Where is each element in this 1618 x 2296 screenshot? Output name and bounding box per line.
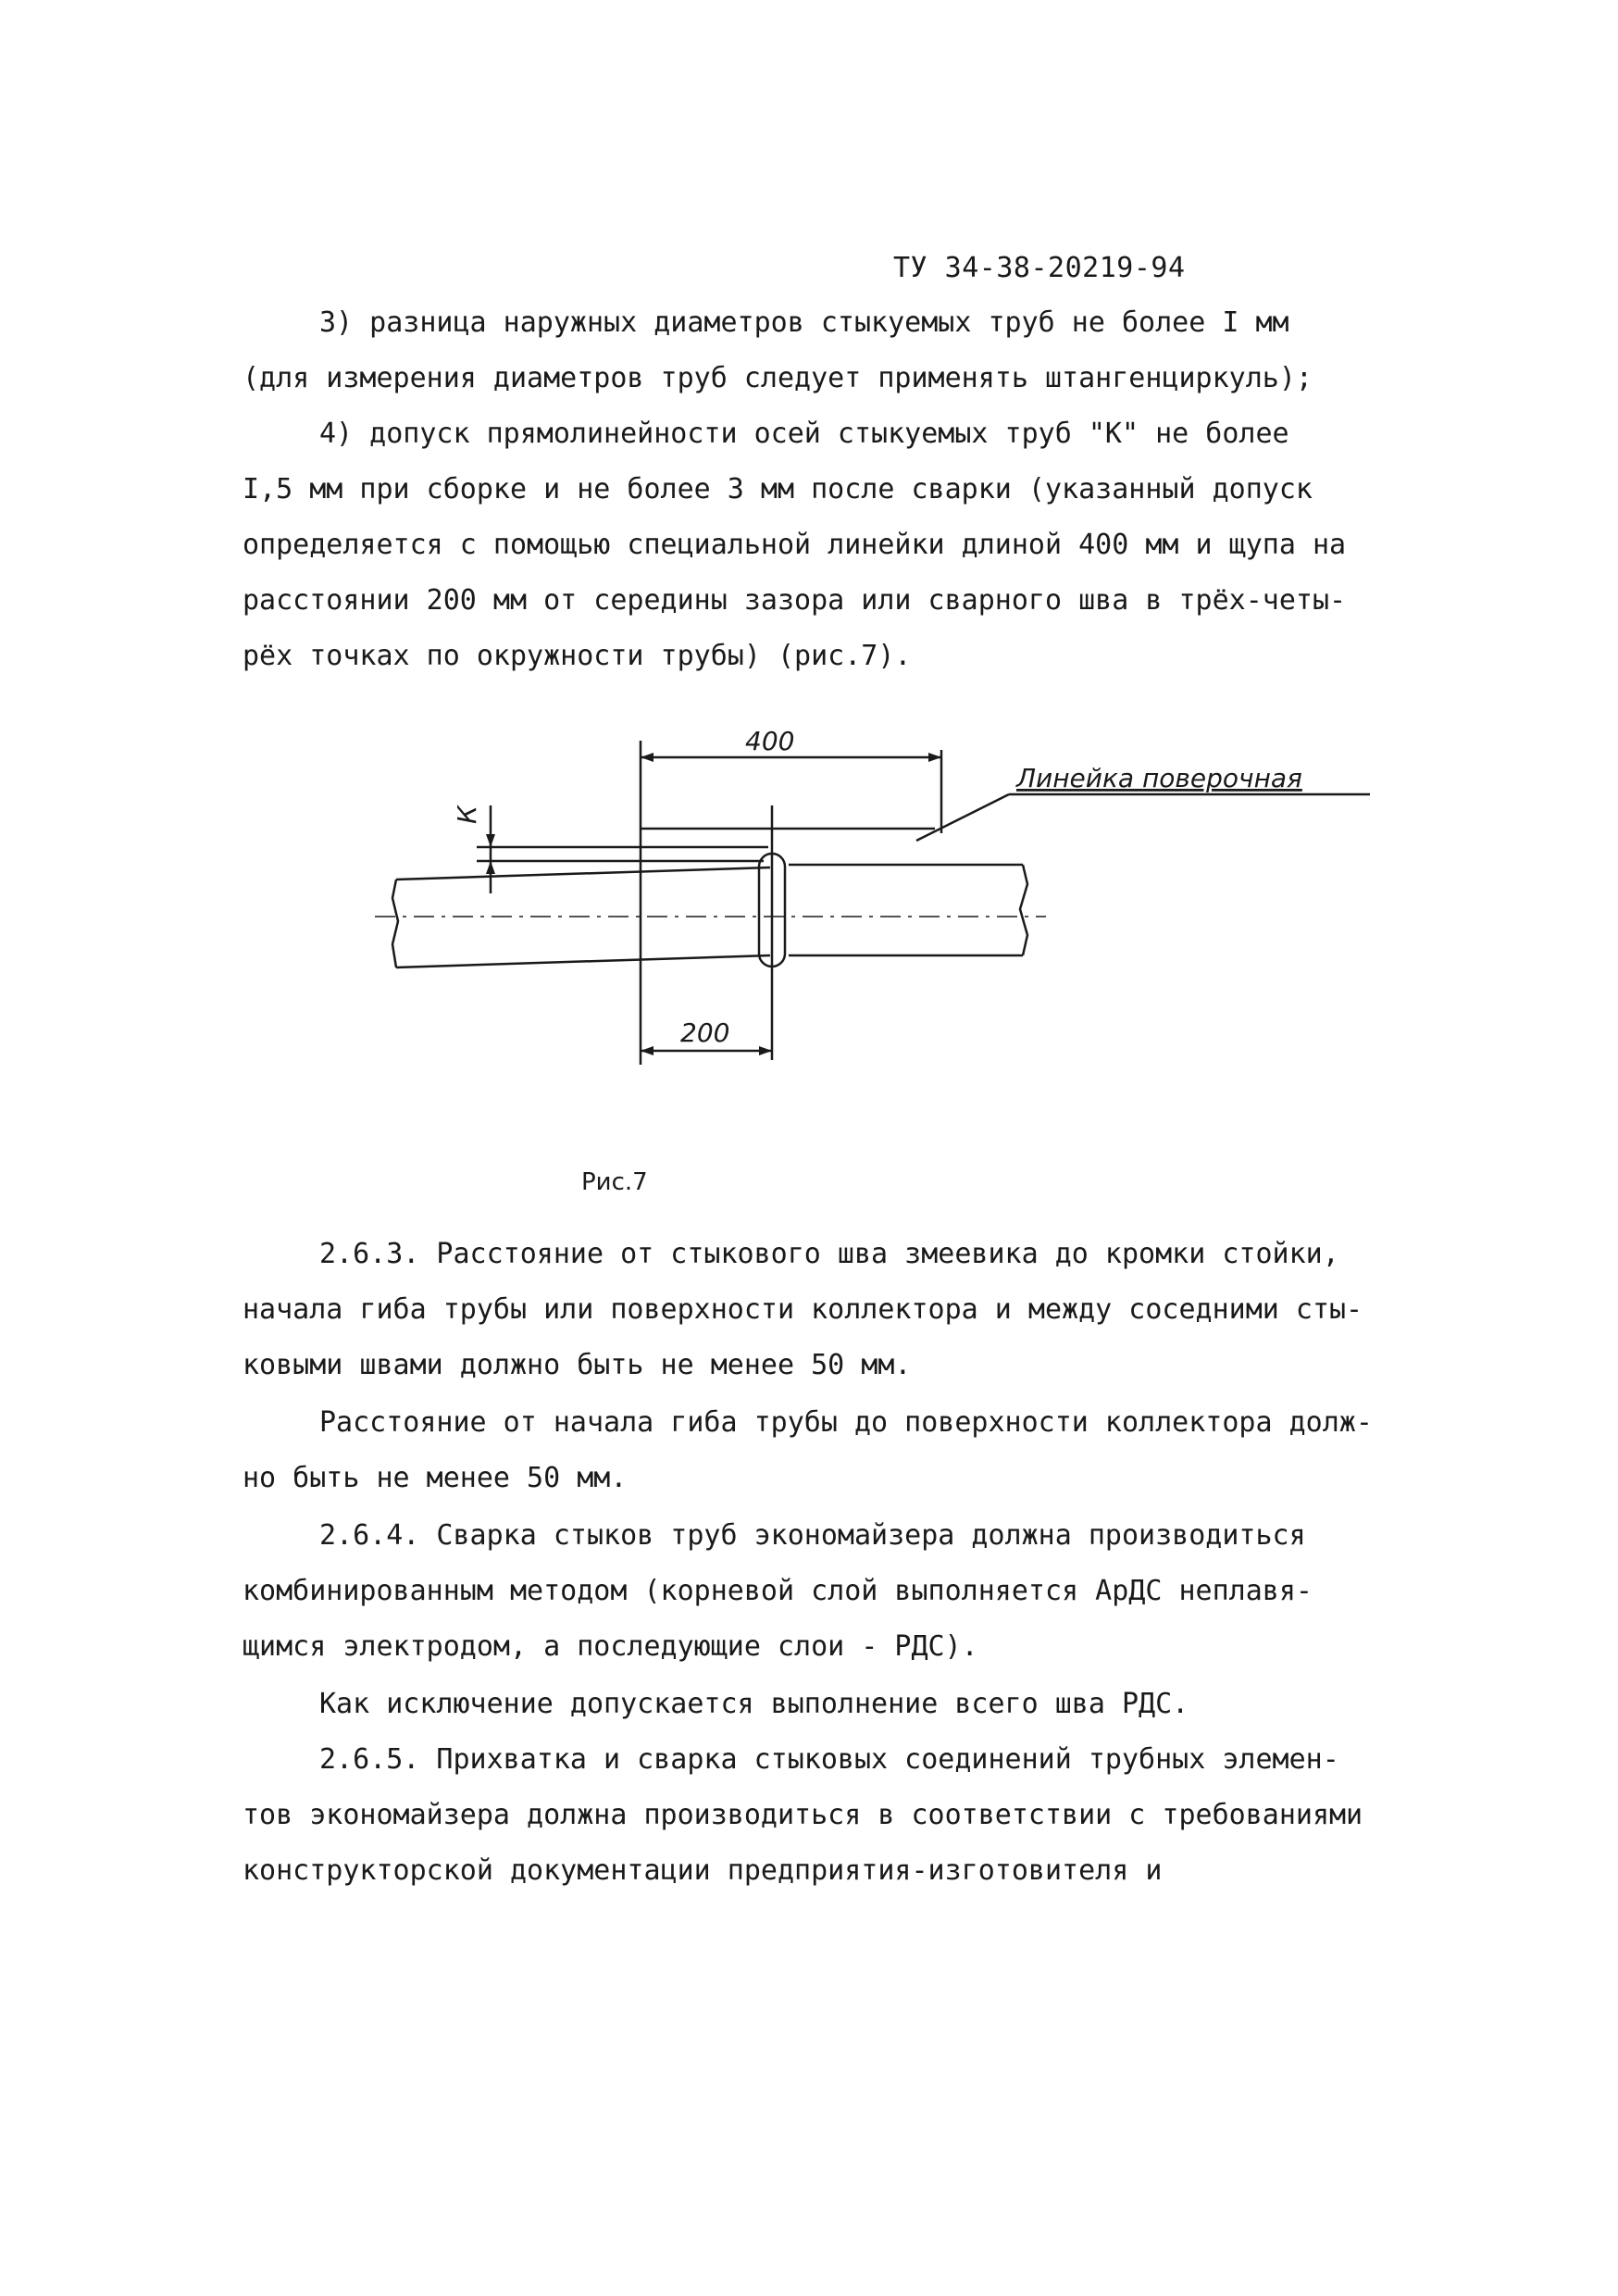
leader-line (916, 794, 1009, 841)
straightedge-label: Линейка поверочная (1016, 763, 1302, 793)
figure-pipe-straightness (370, 713, 1407, 1102)
deviation-k-label: К (452, 805, 482, 824)
text-line: (для измерения диаметров труб следует применять штангенциркуль); (243, 362, 1313, 394)
text-line: но быть не менее 50 мм. (243, 1462, 628, 1494)
arrowhead (759, 1046, 772, 1055)
dimension-400-label: 400 (745, 726, 795, 756)
text-line: I,5 мм при сборке и не более 3 мм после сварки (указанный допуск (243, 473, 1313, 505)
text-line: 2.6.3. Расстояние от стыкового шва змеевика до кромки стойки, (319, 1238, 1339, 1270)
text-line: ковыми швами должно быть не менее 50 мм. (243, 1349, 912, 1381)
text-line: начала гиба трубы или поверхности коллектора и между соседними сты- (243, 1293, 1363, 1326)
figure-caption: Рис.7 (581, 1168, 648, 1196)
text-line: 2.6.4. Сварка стыков труб экономайзера должна производиться (319, 1519, 1306, 1552)
text-line: комбинированным методом (корневой слой выполняется АрДС неплавя- (243, 1575, 1313, 1607)
text-line: 3) разница наружных диаметров стыкуемых труб не более I мм (319, 306, 1289, 339)
pipe-right-break (1020, 865, 1027, 955)
figure-drawing (370, 713, 1407, 1102)
arrowhead (641, 1046, 653, 1055)
text-line: Расстояние от начала гиба трубы до поверхности коллектора долж- (319, 1406, 1373, 1439)
arrowhead (486, 861, 495, 874)
arrowhead (928, 753, 941, 762)
text-line: конструкторской документации предприятия-изготовителя и (243, 1854, 1163, 1887)
text-line: 4) допуск прямолинейности осей стыкуемых труб "К" не более (319, 418, 1289, 450)
text-line: определяется с помощью специальной линейки длиной 400 мм и щупа на (243, 529, 1347, 561)
arrowhead (486, 834, 495, 847)
document-number: ТУ 34-38-20219-94 (893, 252, 1186, 284)
text-line: 2.6.5. Прихватка и сварка стыковых соединений трубных элемен- (319, 1743, 1339, 1776)
pipe-left-top-edge (396, 867, 770, 880)
text-line: Как исключение допускается выполнение всего шва РДС. (319, 1688, 1189, 1720)
text-line: щимся электродом, а последующие слои - РДС). (243, 1630, 978, 1663)
text-line: расстоянии 200 мм от середины зазора или сварного шва в трёх-четы- (243, 584, 1347, 617)
pipe-left-break (392, 880, 398, 967)
arrowhead (641, 753, 653, 762)
dimension-200-label: 200 (680, 1017, 730, 1048)
pipe-left-bottom-edge (396, 955, 770, 967)
text-line: рёх точках по окружности трубы) (рис.7). (243, 640, 912, 672)
text-line: тов экономайзера должна производиться в соответствии с требованиями (243, 1799, 1363, 1831)
